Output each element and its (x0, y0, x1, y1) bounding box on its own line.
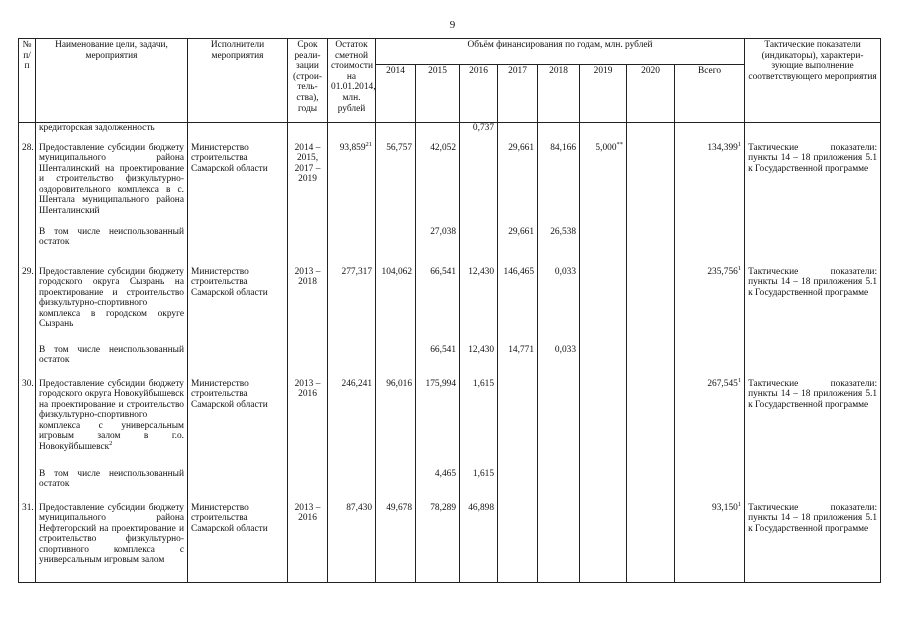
table-header (19, 39, 881, 123)
value-2015: 4,465 (416, 469, 460, 503)
value-2015: 175,994 (416, 379, 460, 469)
value-2016: 1,615 (460, 379, 498, 469)
row-name: В том числе неиспользованный остаток (36, 469, 188, 503)
value-2017: 14,771 (498, 345, 538, 379)
table-row (19, 503, 881, 583)
row-number: 31. (19, 503, 36, 583)
value-2015: 42,052 (416, 143, 460, 227)
row-term: 2014 – 2015, 2017 – 2019 (288, 143, 328, 227)
row-name: Предоставление субсидии бюджету муниципального района Шенталинский на проектирование и строительство физкультурно-оздоровительного комплекса в с. Шентала муниципального района Шенталинский (36, 143, 188, 227)
row-executor: Министерство строительства Самарской области (188, 503, 288, 583)
value-2018: 0,033 (538, 267, 580, 345)
value-2016: 46,898 (460, 503, 498, 583)
row-name: Предоставление субсидии бюджету городского округа Новокуйбышевск на проектирование и строительство физкультурно-спортивного комплекса с универсальным игровым залом в г.о. Новокуйбышевск$^2$ (36, 379, 188, 469)
table-row (19, 267, 881, 345)
table-row (19, 469, 881, 503)
value-2020 (627, 143, 675, 227)
value-2016: 1,615 (460, 469, 498, 503)
value-total: 134,399$^1$ (675, 143, 745, 227)
value-2016 (460, 143, 498, 227)
table-row (19, 345, 881, 379)
row-term: 2013 – 2018 (288, 267, 328, 345)
value-2017: 146,465 (498, 267, 538, 345)
row-name: Предоставление субсидии бюджету городского округа Сызрань на проектирование и строительство физкультурно-спортивного комплекса в городском округе Сызрань (36, 267, 188, 345)
header-total: Всего (675, 65, 745, 123)
row-tactical-indicators: Тактические показатели: пункты 14 – 18 приложения 5.1 к Государственной программе (745, 503, 881, 583)
row-name: В том числе неиспользованный остаток (36, 345, 188, 379)
value-total: 235,756$^1$ (675, 267, 745, 345)
value-2018: 84,166 (538, 143, 580, 227)
row-number: 29. (19, 267, 36, 345)
header-year: 2016 (460, 65, 498, 123)
header-name: Наименование цели, задачи, мероприятия (36, 39, 188, 123)
value-2017: 29,661 (498, 143, 538, 227)
value-2019: 5,000** (580, 143, 627, 227)
value-2014: 56,757 (376, 143, 416, 227)
row-term: 2013 – 2016 (288, 503, 328, 583)
value-2015: 66,541 (416, 267, 460, 345)
value-2016: 0,737 (460, 123, 498, 143)
row-number: 30. (19, 379, 36, 469)
row-remaining-cost: 277,317 (328, 267, 376, 345)
value-2016: 12,430 (460, 267, 498, 345)
value-2018: 26,538 (538, 227, 580, 267)
row-name: кредиторская задолженность (36, 123, 188, 143)
row-remaining-cost: 246,241 (328, 379, 376, 469)
header-year: 2019 (580, 65, 627, 123)
value-2017: 29,661 (498, 227, 538, 267)
value-2018: 0,033 (538, 345, 580, 379)
value-2014: 104,062 (376, 267, 416, 345)
table-row (19, 379, 881, 469)
value-2016: 12,430 (460, 345, 498, 379)
row-executor: Министерство строительства Самарской области (188, 379, 288, 469)
header-year: 2015 (416, 65, 460, 123)
header-term: Срок реали-зации (строи-тель-ства), годы (288, 39, 328, 123)
row-number: 28. (19, 143, 36, 227)
row-executor: Министерство строительства Самарской области (188, 143, 288, 227)
value-2015: 27,038 (416, 227, 460, 267)
header-financing: Объём финансирования по годам, млн. рублей (376, 39, 745, 65)
row-remaining-cost: 93,859$^{21}$ (328, 143, 376, 227)
header-number: № п/п (19, 39, 36, 123)
row-term: 2013 – 2016 (288, 379, 328, 469)
value-2015: 78,289 (416, 503, 460, 583)
row-name: В том числе неиспользованный остаток (36, 227, 188, 267)
value-total: 93,150$^1$ (675, 503, 745, 583)
table-body (19, 123, 881, 583)
row-tactical-indicators: Тактические показатели: пункты 14 – 18 приложения 5.1 к Государственной программе (745, 379, 881, 469)
row-remaining-cost: 87,430 (328, 503, 376, 583)
row-name: Предоставление субсидии бюджету муниципального района Нефтегорский на проектирование и строительство физкультурно-спортивного комплекса с универсальным игровым залом (36, 503, 188, 583)
row-tactical-indicators: Тактические показатели: пункты 14 – 18 приложения 5.1 к Государственной программе (745, 267, 881, 345)
header-remaining-cost: Остаток сметной стоимости на 01.01.2014, млн. рублей (328, 39, 376, 123)
page-number: 9 (449, 19, 456, 31)
table-row (19, 143, 881, 227)
header-executors: Исполнители мероприятия (188, 39, 288, 123)
row-executor: Министерство строительства Самарской области (188, 267, 288, 345)
header-year: 2014 (376, 65, 416, 123)
value-2015: 66,541 (416, 345, 460, 379)
header-year: 2017 (498, 65, 538, 123)
header-year: 2020 (627, 65, 675, 123)
value-2014: 49,678 (376, 503, 416, 583)
row-tactical-indicators: Тактические показатели: пункты 14 – 18 приложения 5.1 к Государственной программе (745, 143, 881, 227)
value-2014: 96,016 (376, 379, 416, 469)
header-year: 2018 (538, 65, 580, 123)
table-row (19, 227, 881, 267)
financing-table (18, 38, 881, 583)
value-total: 267,545$^1$ (675, 379, 745, 469)
header-tactical-indicators: Тактические показатели (индикаторы), характери-зующие выполнение соответствующего мероприятия (745, 39, 881, 123)
table-row (19, 123, 881, 143)
